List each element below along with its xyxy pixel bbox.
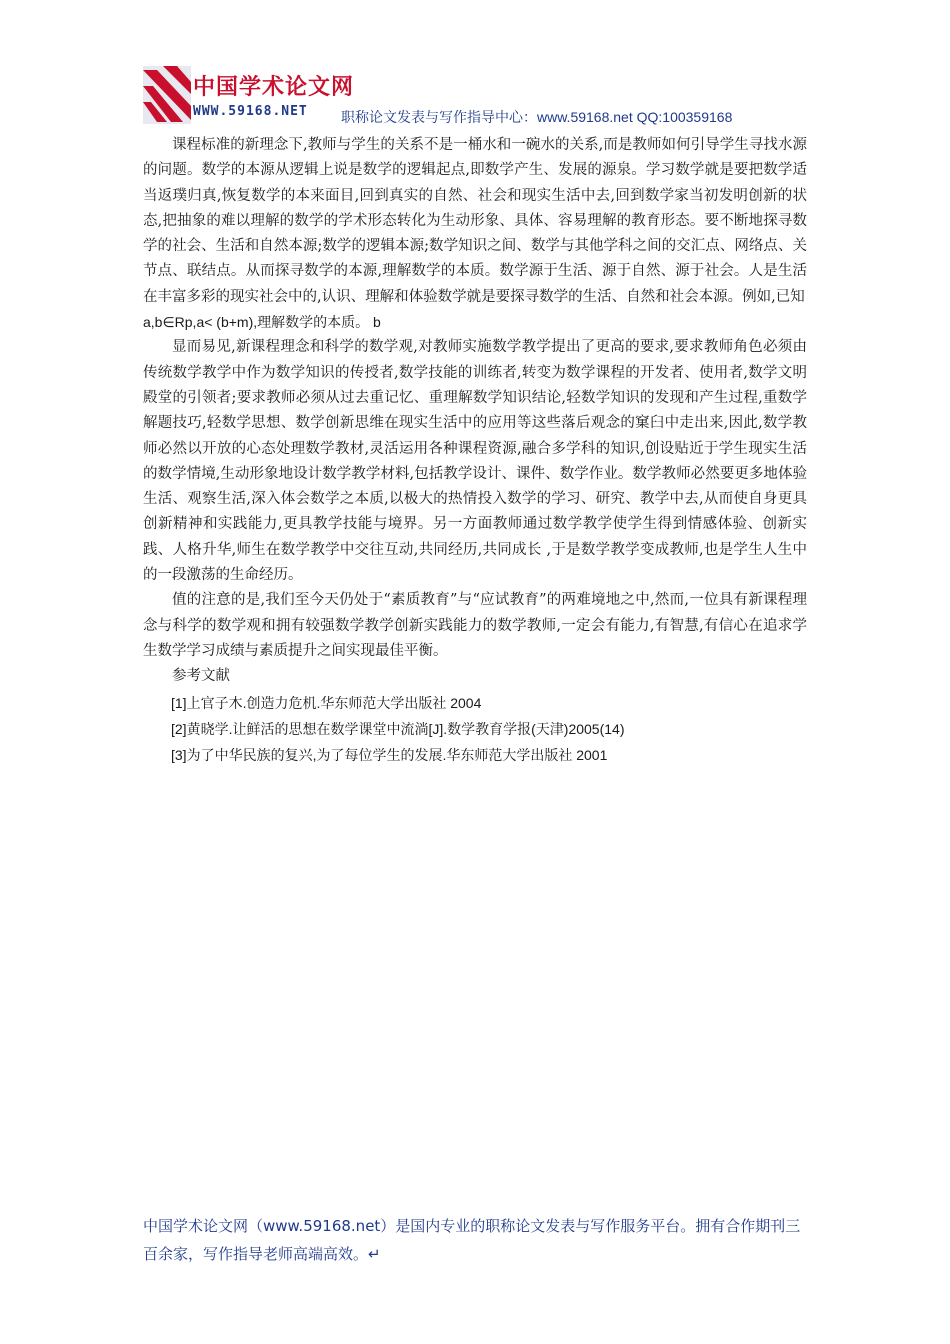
references-title: 参考文献: [172, 668, 230, 685]
header-contact-note: 职称论文发表与写作指导中心：www.59168.net QQ:100359168: [341, 109, 733, 125]
paragraph-1: 课程标准的新理念下,教师与学生的关系不是一桶水和一碗水的关系,而是教师如何引导学生寻找水源的问题。数学的本源从逻辑上说是数学的逻辑起点,即数学产生、发展的源泉。学习数学就是要把数学适当返璞归真,恢复数学的本来面目,回到真实的自然、社会和现实生活中去,回到数学家当初发明创新的状态,把抽象的难以理解的数学的学术形态转化为生动形象、具体、容易理解的教育形态。要不断地探寻数学的社会、生活和自然本源;数学的逻辑本源;数学知识之间、数学与其他学科之间的交汇点、网络点、关节点、联结点。从而探寻数学的本源,理解数学的本质。数学源于生活、源于自然、源于社会。人是生活在丰富多彩的现实社会中的,认识、理解和体验数学就是要探寻数学的生活、自然和社会本源。例如,已知: [143, 137, 807, 305]
reference-item: [2]黄晓学.让鲜活的思想在数学课堂中流淌[J].数学教育学报(天津)2005(14): [171, 720, 625, 737]
paragraph-2: 显而易见,新课程理念和科学的数学观,对教师实施数学教学提出了更高的要求,要求教师角色必须由传统数学教学中作为数学知识的传授者,数学技能的训练者,转变为数学课程的开发者、使用者,数学文明殿堂的引领者;要求教师必须从过去重记忆、重理解数学知识结论,轻数学知识的发现和产生过程,重数学解题技巧,轻数学思想、数学创新思维在现实生活中的应用等这些落后观念的窠臼中走出来,因此,数学教师必然以开放的心态处理数学教材,灵活运用各种课程资源,融合多学科的知识,创设贴近于学生现实生活的数学情境,生动形象地设计数学教学材料,包括教学设计、课件、数学作业。数学教师必然要更多地体验生活、观察生活,深入体会数学之本质,以极大的热情投入数学的学习、研究、教学中去,从而使自身更具创新精神和实践能力,更具教学技能与境界。另一方面教师通过数学教学使学生得到情感体验、创新实践、人格升华,师生在数学教学中交往互动,共同经历,共同成长 ,于是数学教学变成教师,也是学生人生中的一段激荡的生命经历。: [143, 339, 807, 584]
formula-line: a,b∈Rр,a< (b+m),理解数学的本质。 b: [143, 314, 381, 331]
article-body: [143, 133, 807, 768]
logo-title: 中国学术论文网: [193, 74, 355, 100]
logo-stripes-icon: [143, 66, 191, 124]
reference-item: [1]上官子木.创造力危机.华东师范大学出版社 2004: [171, 694, 482, 711]
paragraph-3: 值的注意的是,我们至今天仍处于“素质教育”与“应试教育”的两难境地之中,然而,一位具有新课程理念与科学的数学观和拥有较强数学教学创新实践能力的数学教师,一定会有能力,有智慧,有信心在追求学生数学学习成绩与素质提升之间实现最佳平衡。: [143, 592, 807, 659]
logo-url: WWW.59168.NET: [193, 104, 308, 119]
reference-item: [3]为了中华民族的复兴,为了每位学生的发展.华东师范大学出版社 2001: [171, 746, 608, 763]
footer-promo: 中国学术论文网（www.59168.net）是国内专业的职称论文发表与写作服务平台。拥有合作期刊三百余家，写作指导老师高端高效。↵: [143, 1217, 801, 1263]
site-header: [143, 66, 803, 128]
